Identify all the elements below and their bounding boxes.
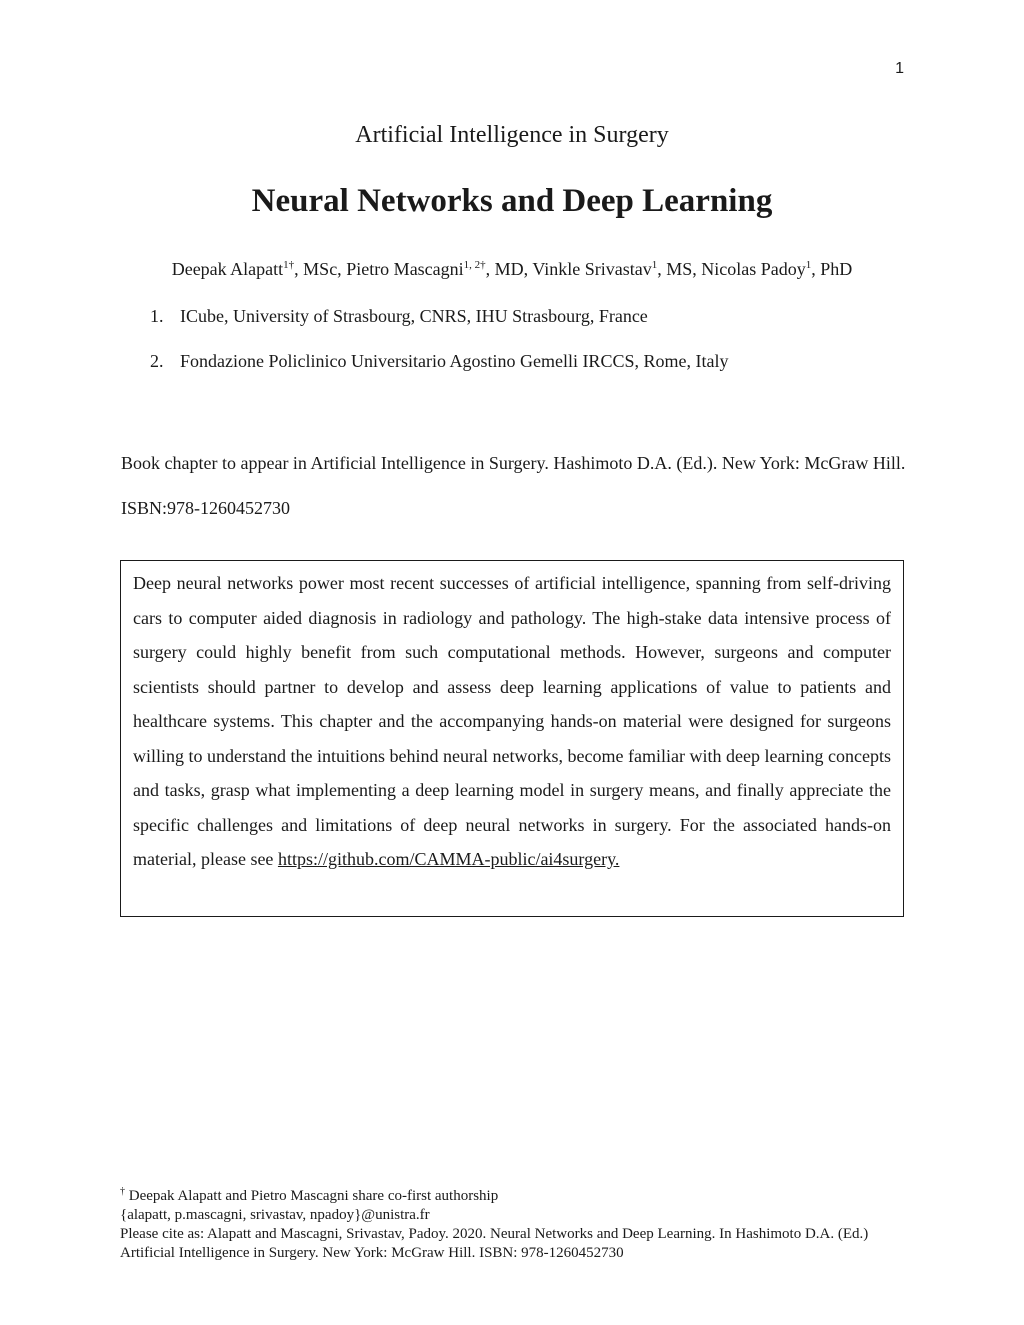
page-number: 1 xyxy=(895,60,904,77)
author-name: Pietro Mascagni xyxy=(346,259,464,279)
affiliation-text: ICube, University of Strasbourg, CNRS, IHU Strasbourg, France xyxy=(180,306,648,326)
affiliation-item xyxy=(150,306,648,327)
series-title: Artificial Intelligence in Surgery xyxy=(355,122,669,148)
author-degree: , MS, xyxy=(657,259,702,279)
abstract-paragraph xyxy=(133,566,891,877)
hands-on-material-link[interactable]: https://github.com/CAMMA-public/ai4surgery. xyxy=(277,849,620,869)
affiliation-item xyxy=(150,351,728,372)
author-name: Deepak Alapatt xyxy=(171,259,284,279)
co-first-authorship-text: Deepak Alapatt and Pietro Mascagni share co-first authorship xyxy=(125,1188,499,1204)
affiliation-text: Fondazione Policlinico Universitario Agostino Gemelli IRCCS, Rome, Italy xyxy=(180,351,729,371)
affiliation-number: 1. xyxy=(150,306,164,326)
author-affiliation-marker: 1† xyxy=(283,259,295,271)
abstract-box xyxy=(120,560,904,917)
author-affiliation-marker: 1, 2† xyxy=(463,259,486,271)
citation-note: Please cite as: Alapatt and Mascagni, Srivastav, Padoy. 2020. Neural Networks and Deep Learning. In Hashimoto D.A. (Ed.) Artificial Intelligence in Surgery. New York: McGraw Hill. ISBN: 978-1260452730 xyxy=(120,1226,869,1261)
co-first-authorship-note xyxy=(120,1187,910,1206)
author-name: Nicolas Padoy xyxy=(701,259,806,279)
affiliation-number: 2. xyxy=(150,351,164,371)
author-degree: , MD, xyxy=(485,259,533,279)
author-degree: , MSc, xyxy=(294,259,347,279)
abstract-text: Deep neural networks power most recent successes of artificial intelligence, spanning from self-driving cars to computer aided diagnosis in radiology and pathology. The high-stake data intensive process of surgery could highly benefit from such computational methods. However, surgeons and computer scientists should partner to develop and assess deep learning applications of value to patients and healthcare systems. This chapter and the accompanying hands-on material were designed for surgeons willing to understand the intuitions behind neural networks, become familiar with deep learning concepts and tasks, grasp what implementing a deep learning model in surgery means, and finally appreciate the specific challenges and limitations of deep neural networks in surgery. For the associated hands-on material, please see xyxy=(133,573,891,869)
footnotes xyxy=(120,1187,910,1263)
author-degree: , PhD xyxy=(811,259,853,279)
author-list xyxy=(0,259,1024,280)
author-affiliation-marker: 1 xyxy=(805,259,812,271)
author-emails: {alapatt, p.mascagni, srivastav, npadoy}@unistra.fr xyxy=(120,1207,430,1223)
dagger-marker: † xyxy=(120,1186,125,1197)
book-chapter-note: Book chapter to appear in Artificial Intelligence in Surgery. Hashimoto D.A. (Ed.). New York: McGraw Hill. ISBN:978-1260452730 xyxy=(121,453,906,518)
author-name: Vinkle Srivastav xyxy=(532,259,652,279)
author-affiliation-marker: 1 xyxy=(651,259,658,271)
page-title: Neural Networks and Deep Learning xyxy=(251,183,773,219)
